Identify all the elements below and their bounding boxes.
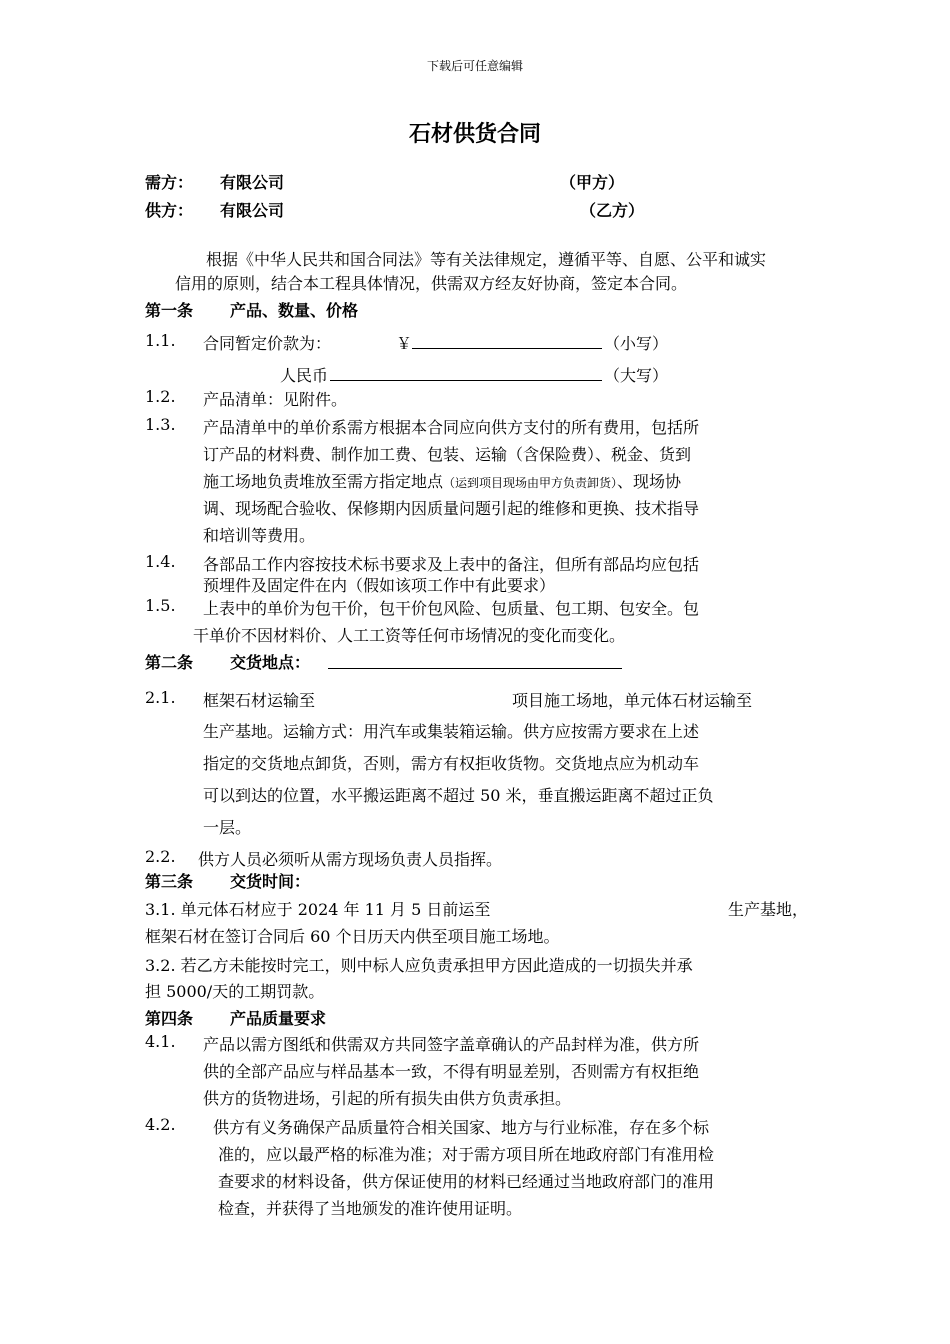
c21-line-5: 一层。 bbox=[203, 818, 252, 837]
c41-number: 4.1. bbox=[145, 1032, 176, 1051]
document-title: 石材供货合同 bbox=[408, 121, 541, 147]
supplier-name: 有限公司 bbox=[220, 201, 285, 220]
art1-number: 第一条 bbox=[145, 301, 194, 320]
c31-line-2: 框架石材在签订合同后 60 个日历天内供至项目施工场地。 bbox=[145, 927, 560, 946]
intro-line-2: 信用的原则，结合本工程具体情况，供需双方经友好协商，签定本合同。 bbox=[175, 274, 688, 293]
art3-heading: 交货时间： bbox=[230, 872, 311, 891]
c42-line-1: 供方有义务确保产品质量符合相关国家、地方与行业标准，存在多个标 bbox=[213, 1118, 710, 1137]
c15-number: 1.5. bbox=[145, 596, 176, 615]
buyer-label: 需方： bbox=[145, 173, 194, 192]
art2-number: 第二条 bbox=[145, 653, 194, 672]
c11-rmb: 人民币 bbox=[280, 366, 329, 385]
c13-line-4: 调、现场配合验收、保修期内因质量问题引起的维修和更换、技术指导 bbox=[203, 499, 700, 518]
c21-line-1a: 框架石材运输至 bbox=[203, 691, 316, 710]
supplier-label: 供方： bbox=[145, 201, 194, 220]
art1-heading: 产品、数量、价格 bbox=[230, 301, 359, 320]
buyer-name: 有限公司 bbox=[220, 173, 285, 192]
c12-text: 产品清单：见附件。 bbox=[203, 390, 348, 409]
c21-line-3: 指定的交货地点卸货，否则，需方有权拒收货物。交货地点应为机动车 bbox=[203, 754, 700, 773]
c11-label: 合同暂定价款为： bbox=[203, 334, 332, 353]
c13-line-3a: 施工场地负责堆放至需方指定地点 bbox=[203, 472, 444, 491]
c13-line-1: 产品清单中的单价系需方根据本合同应向供方支付的所有费用，包括所 bbox=[203, 418, 700, 437]
header-note: 下载后可任意编辑 bbox=[426, 59, 523, 73]
price-big-blank bbox=[330, 380, 602, 381]
c14-line-1: 各部品工作内容按技术标书要求及上表中的备注，但所有部品均应包括 bbox=[203, 555, 700, 574]
art4-heading: 产品质量要求 bbox=[230, 1009, 327, 1028]
c11-small-note: （小写） bbox=[604, 334, 669, 353]
c21-number: 2.1. bbox=[145, 688, 176, 707]
c11-yen: ￥ bbox=[396, 334, 413, 353]
supplier-role: （乙方） bbox=[580, 201, 645, 220]
c13-number: 1.3. bbox=[145, 415, 176, 434]
buyer-role: （甲方） bbox=[560, 173, 625, 192]
art4-number: 第四条 bbox=[145, 1009, 194, 1028]
c32-line-2: 担 5000/天的工期罚款。 bbox=[145, 982, 325, 1001]
c11-big-note: （大写） bbox=[604, 366, 669, 385]
c14-number: 1.4. bbox=[145, 552, 176, 571]
c14-line-2: 预埋件及固定件在内（假如该项工作中有此要求） bbox=[203, 576, 556, 595]
c11-number: 1.1. bbox=[145, 331, 176, 350]
art3-number: 第三条 bbox=[145, 872, 194, 891]
c31-line-1a: 3.1. 单元体石材应于 2024 年 11 月 5 日前运至 bbox=[145, 900, 491, 919]
c13-line-5: 和培训等费用。 bbox=[203, 526, 316, 545]
c42-line-2: 准的，应以最严格的标准为准；对于需方项目所在地政府部门有准用检 bbox=[218, 1145, 715, 1164]
c13-line-3c: 、现场协 bbox=[617, 472, 682, 491]
c41-line-1: 产品以需方图纸和供需双方共同签字盖章确认的产品封样为准，供方所 bbox=[203, 1035, 700, 1054]
c21-line-1b: 项目施工场地，单元体石材运输至 bbox=[512, 691, 753, 710]
c15-line-1: 上表中的单价为包干价，包干价包风险、包质量、包工期、包安全。包 bbox=[203, 599, 700, 618]
c21-line-4: 可以到达的位置，水平搬运距离不超过 50 米，垂直搬运距离不超过正负 bbox=[203, 786, 714, 805]
c42-number: 4.2. bbox=[145, 1115, 176, 1134]
c41-line-3: 供方的货物进场，引起的所有损失由供方负责承担。 bbox=[203, 1089, 572, 1108]
c15-line-2: 干单价不因材料价、人工工资等任何市场情况的变化而变化。 bbox=[193, 626, 626, 645]
c42-line-3: 查要求的材料设备，供方保证使用的材料已经通过当地政府部门的准用 bbox=[218, 1172, 715, 1191]
c12-number: 1.2. bbox=[145, 387, 176, 406]
c21-line-2: 生产基地。运输方式：用汽车或集装箱运输。供方应按需方要求在上述 bbox=[203, 722, 700, 741]
c32-line-1: 3.2. 若乙方未能按时完工，则中标人应负责承担甲方因此造成的一切损失并承 bbox=[145, 956, 693, 975]
c13-line-3b: （运到项目现场由甲方负责卸货） bbox=[443, 476, 618, 490]
intro-line-1: 根据《中华人民共和国合同法》等有关法律规定，遵循平等、自愿、公平和诚实 bbox=[206, 250, 767, 269]
price-small-blank bbox=[412, 348, 602, 349]
art2-heading: 交货地点： bbox=[230, 653, 311, 672]
c13-line-3 bbox=[203, 469, 681, 492]
c31-line-1b: 生产基地， bbox=[728, 900, 809, 919]
c13-line-2: 订产品的材料费、制作加工费、包装、运输（含保险费）、税金、货到 bbox=[203, 445, 692, 464]
c41-line-2: 供的全部产品应与样品基本一致，不得有明显差别，否则需方有权拒绝 bbox=[203, 1062, 700, 1081]
delivery-place-blank bbox=[328, 668, 622, 669]
c22-text: 供方人员必须听从需方现场负责人员指挥。 bbox=[198, 850, 503, 869]
c42-line-4: 检查，并获得了当地颁发的准许使用证明。 bbox=[218, 1199, 523, 1218]
c22-number: 2.2. bbox=[145, 847, 176, 866]
